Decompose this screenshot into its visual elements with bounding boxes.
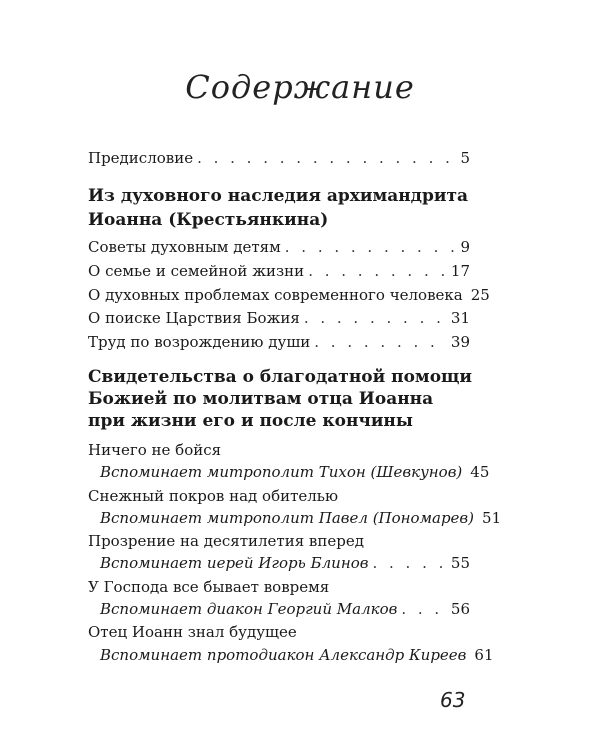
toc-entry-page: 31 xyxy=(450,309,470,327)
toc-entry-author: Вспоминает иерей Игорь Блинов xyxy=(100,554,369,572)
page-title: Содержание xyxy=(185,68,415,106)
leader-dots xyxy=(372,553,446,573)
toc-entry-page: 51 xyxy=(482,509,502,527)
leader-dots xyxy=(401,599,447,619)
toc-entry-preface[interactable] xyxy=(88,148,470,168)
toc-entry-label: Труд по возрождению души xyxy=(88,333,311,351)
toc-entry-page: 17 xyxy=(450,262,470,280)
toc-entry-title: Ничего не бойся xyxy=(88,441,222,459)
leader-dots xyxy=(197,148,456,168)
toc-entry-page: 25 xyxy=(470,286,490,304)
toc-entry[interactable] xyxy=(100,508,502,528)
toc-entry-title: Отец Иоанн знал будущее xyxy=(88,623,297,641)
toc-entry-author: Вспоминает диакон Георгий Малков xyxy=(100,600,398,618)
section-heading-line: Иоанна (Крестьянкина) xyxy=(88,210,329,230)
toc-entry-page: 55 xyxy=(450,554,470,572)
section-heading-line: при жизни его и после кончины xyxy=(88,411,413,431)
toc-entry[interactable] xyxy=(88,332,470,352)
section-heading-line: Божией по молитвам отца Иоанна xyxy=(88,389,434,409)
toc-entry[interactable] xyxy=(88,261,470,281)
toc-entry[interactable] xyxy=(100,645,494,665)
page-number: 63 xyxy=(440,688,466,712)
toc-entry[interactable] xyxy=(88,308,470,328)
toc-entry-label: О духовных проблемах современного человека xyxy=(88,286,463,304)
section-heading-line: Из духовного наследия архимандрита xyxy=(88,186,469,206)
toc-entry-title: У Господа все бывает вовремя xyxy=(88,578,330,596)
toc-entry-author: Вспоминает митрополит Павел (Пономарев) xyxy=(100,509,475,527)
leader-dots xyxy=(304,308,447,328)
toc-entry-page: 45 xyxy=(470,463,490,481)
leader-dots xyxy=(314,332,447,352)
toc-entry-title: Снежный покров над обителью xyxy=(88,487,339,505)
toc-entry-label: Предисловие xyxy=(88,149,194,167)
toc-entry[interactable] xyxy=(100,599,470,619)
toc-entry-page: 56 xyxy=(450,600,470,618)
toc-entry-page: 9 xyxy=(460,238,470,256)
toc-entry-label: О поиске Царствия Божия xyxy=(88,309,300,327)
toc-entry-label: Советы духовным детям xyxy=(88,238,281,256)
toc-entry[interactable] xyxy=(88,285,490,305)
toc-entry-page: 39 xyxy=(450,333,470,351)
toc-entry-page: 5 xyxy=(460,149,470,167)
leader-dots xyxy=(308,261,447,281)
toc-entry-label: О семье и семейной жизни xyxy=(88,262,305,280)
toc-entry-author: Вспоминает митрополит Тихон (Шевкунов) xyxy=(100,463,463,481)
toc-entry[interactable] xyxy=(100,462,490,482)
section-heading-line: Свидетельства о благодатной помощи xyxy=(88,367,473,387)
toc-entry-author: Вспоминает протодиакон Александр Киреев xyxy=(100,646,467,664)
toc-entry[interactable] xyxy=(88,237,470,257)
leader-dots xyxy=(285,237,457,257)
toc-entry-page: 61 xyxy=(474,646,494,664)
toc-entry-title: Прозрение на десятилетия вперед xyxy=(88,532,364,550)
toc-entry[interactable] xyxy=(100,553,470,573)
